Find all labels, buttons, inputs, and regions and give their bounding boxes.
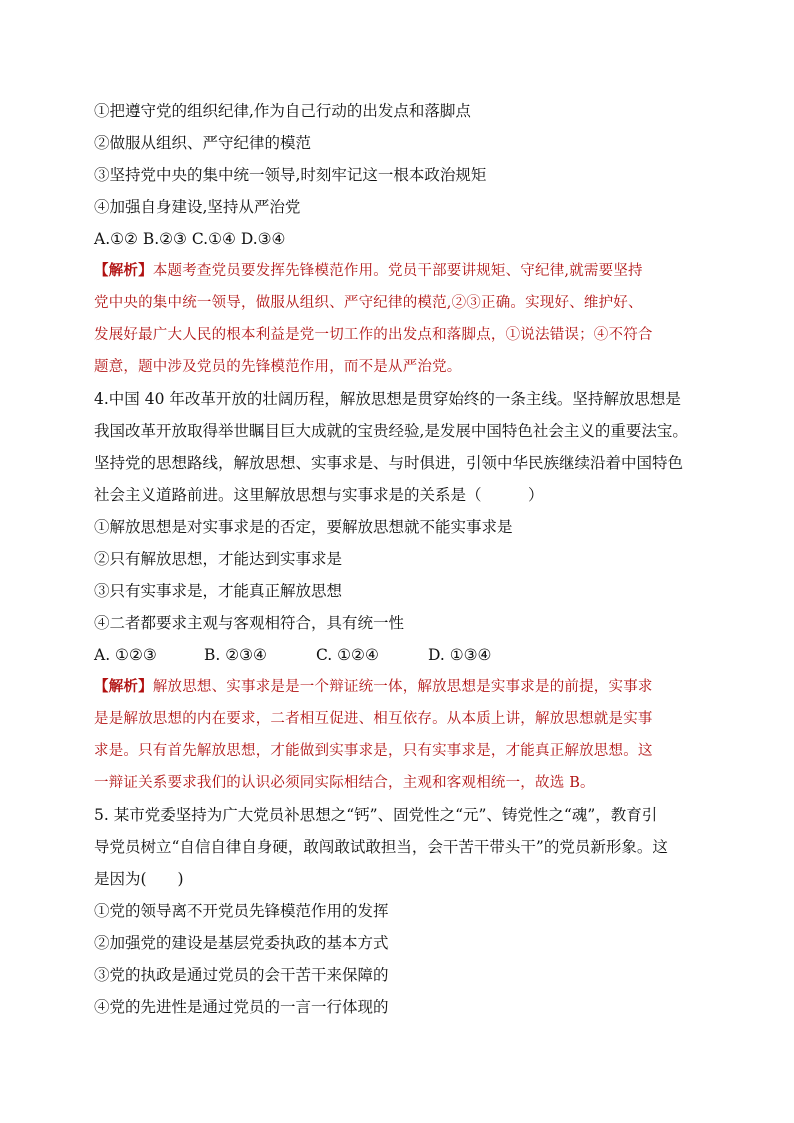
q4-choice-d: D. ①③④ xyxy=(428,646,492,664)
q4-choices xyxy=(94,645,491,665)
q4-stem-line-2: 我国改革开放取得举世瞩目巨大成就的宝贵经验,是发展中国特色社会主义的重要法宝。 xyxy=(94,422,688,440)
q3-analysis-line-2: 党中央的集中统一领导，做服从组织、严守纪律的模范,②③正确。实现好、维护好、 xyxy=(94,295,643,311)
q3-analysis-line-1 xyxy=(94,261,643,281)
q5-stem-line-3: 是因为( ) xyxy=(94,870,184,888)
q4-choice-a: A. ①②③ xyxy=(94,646,157,664)
q5-stem-line-2: 导党员树立“自信自律自身硬，敢闯敢试敢担当，会干苦干带头干”的党员新形象。这 xyxy=(94,838,668,856)
q4-analysis-line-3: 求是。只有首先解放思想，才能做到实事求是，只有实事求是，才能真正解放思想。这 xyxy=(94,743,653,759)
q4-analysis-line-2: 是是解放思想的内在要求，二者相互促进、相互依存。从本质上讲，解放思想就是实事 xyxy=(94,711,653,727)
q4-stem-line-4: 社会主义道路前进。这里解放思想与实事求是的关系是（ ） xyxy=(94,486,544,504)
q4-option-2: ②只有解放思想，才能达到实事求是 xyxy=(94,550,343,568)
q5-option-2: ②加强党的建设是基层党委执政的基本方式 xyxy=(94,934,389,952)
q3-option-2: ②做服从组织、严守纪律的模范 xyxy=(94,134,312,152)
q5-option-3: ③党的执政是通过党员的会干苦干来保障的 xyxy=(94,966,389,984)
q3-analysis-line-4: 题意，题中涉及党员的先锋模范作用，而不是从严治党。 xyxy=(94,359,462,375)
q4-analysis-line-4: 一辩证关系要求我们的认识必须同实际相结合，主观和客观相统一，故选 B。 xyxy=(94,775,595,791)
q4-stem-line-3: 坚持党的思想路线，解放思想、实事求是、与时俱进，引领中华民族继续沿着中国特色 xyxy=(94,454,684,472)
q3-option-3: ③坚持党中央的集中统一领导,时刻牢记这一根本政治规矩 xyxy=(94,166,487,184)
q3-option-1: ①把遵守党的组织纪律,作为自己行动的出发点和落脚点 xyxy=(94,102,471,120)
q4-option-4: ④二者都要求主观与客观相符合，具有统一性 xyxy=(94,614,405,632)
q4-choice-b: B. ②③④ xyxy=(204,646,267,664)
q4-option-3: ③只有实事求是，才能真正解放思想 xyxy=(94,582,343,600)
q3-option-4: ④加强自身建设,坚持从严治党 xyxy=(94,198,301,216)
q3-analysis-line-3: 发展好最广大人民的根本利益是党一切工作的出发点和落脚点，①说法错误；④不符合 xyxy=(94,327,653,343)
q4-analysis-line-1 xyxy=(94,677,653,697)
analysis-tag: 【解析】 xyxy=(94,262,153,279)
analysis-tag: 【解析】 xyxy=(94,678,153,695)
q5-stem-line-1: 5. 某市党委坚持为广大党员补思想之“钙”、固党性之“元”、铸党性之“魂”，教育引 xyxy=(94,806,658,824)
analysis-text: 解放思想、实事求是是一个辩证统一体，解放思想是实事求是的前提，实事求 xyxy=(152,679,653,695)
q3-choices: A.①② B.②③ C.①④ D.③④ xyxy=(94,230,286,248)
q5-option-1: ①党的领导离不开党员先锋模范作用的发挥 xyxy=(94,902,389,920)
q4-option-1: ①解放思想是对实事求是的否定，要解放思想就不能实事求是 xyxy=(94,518,513,536)
q5-option-4: ④党的先进性是通过党员的一言一行体现的 xyxy=(94,998,389,1016)
analysis-text: 本题考查党员要发挥先锋模范作用。党员干部要讲规矩、守纪律,就需要坚持 xyxy=(152,263,643,279)
q4-stem-line-1: 4.中国 40 年改革开放的壮阔历程，解放思想是贯穿始终的一条主线。坚持解放思想是 xyxy=(94,390,681,408)
q4-choice-c: C. ①②④ xyxy=(316,646,379,664)
